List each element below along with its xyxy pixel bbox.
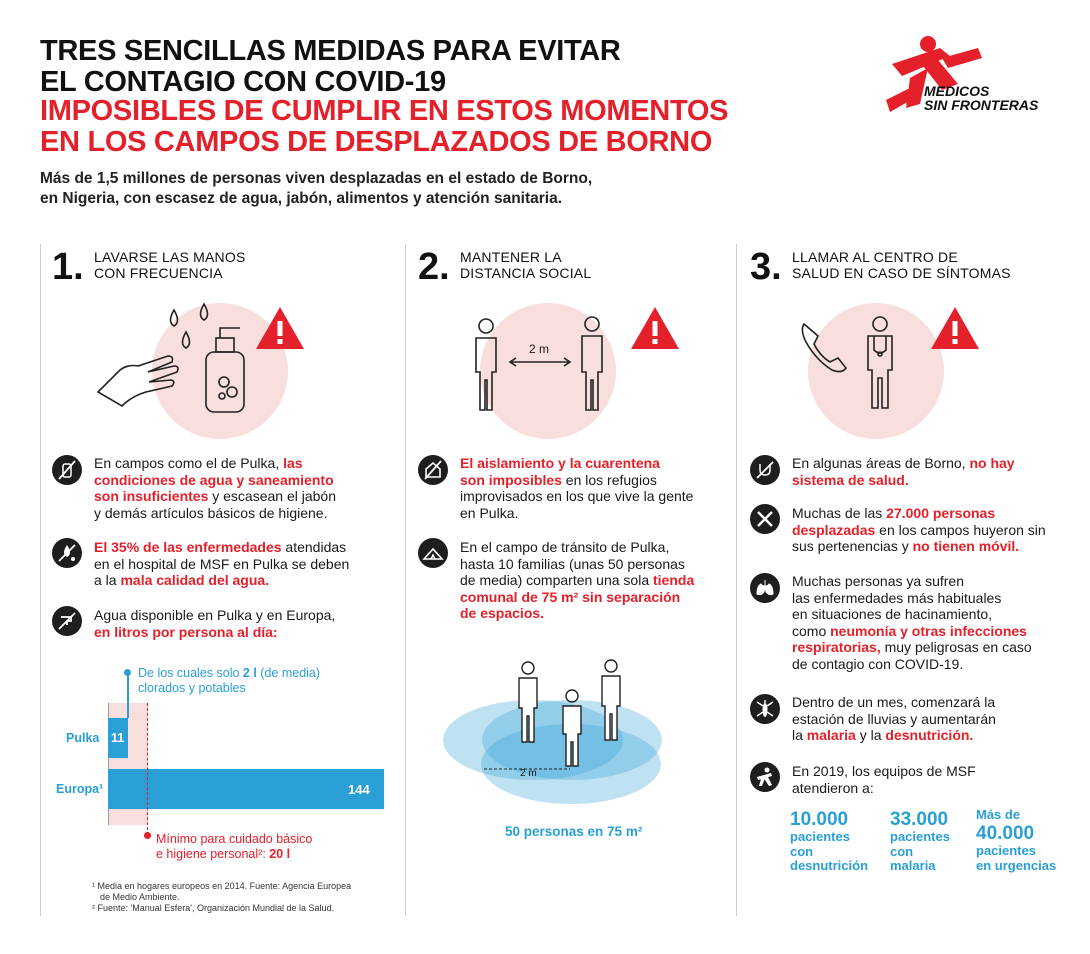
potable-dot — [124, 669, 131, 676]
col3-bullet3-text: Muchas personas ya sufren las enfermedades más habituales en situaciones de hacinamiento, como neumonía y otras infecciones respiratorias, muy peligrosas en caso de contagio con COVID-19. — [792, 573, 1032, 672]
col3-bullet1-text: En algunas áreas de Borno, no hay sistema de salud. — [792, 455, 1015, 488]
label-europa: Europa¹ — [56, 782, 104, 796]
dirty-water-icon — [52, 538, 82, 568]
no-water-tap-icon — [52, 606, 82, 636]
value-pulka: 11 — [111, 731, 125, 745]
stat-malnutrition-label: pacientes con desnutrición — [790, 829, 869, 873]
phone-doctor-icon — [796, 314, 906, 414]
col3-bullet2-text: Muchas de las 27.000 personas desplazadas en los campos huyeron sin sus pertenencias y no tienen móvil. — [792, 505, 1046, 554]
no-phone-icon — [750, 504, 780, 534]
handwash-icon — [94, 300, 254, 420]
bar-europa — [108, 769, 384, 809]
subtitle: Más de 1,5 millones de personas viven desplazadas en el estado de Borno, en Nigeria, con escasez de agua, jabón, alimentos y atención sanitaria. — [40, 170, 593, 207]
soap-icon — [52, 455, 82, 485]
stat-malaria-number: 33.000 — [890, 809, 949, 830]
shelter-icon — [418, 455, 448, 485]
col2-title: MANTENER LA DISTANCIA SOCIAL — [460, 249, 592, 281]
col1-number: 1. — [52, 246, 84, 288]
col3-title: LLAMAR AL CENTRO DE SALUD EN CASO DE SÍNTOMAS — [792, 249, 1011, 281]
crowd-diagram — [440, 652, 666, 806]
title-red: IMPOSIBLES DE CUMPLIR EN ESTOS MOMENTOS EN LOS CAMPOS DE DESPLAZADOS DE BORNO — [40, 95, 729, 158]
tent-icon — [418, 538, 448, 568]
potable-note: De los cuales solo 2 l (de media) clorados y potables — [138, 666, 321, 695]
col2-number: 2. — [418, 246, 450, 288]
footnotes: ¹ Media en hogares europeos en 2014. Fuente: Agencia Europea de Medio Ambiente. ² Fuente: 'Manual Esfera', Organización Mundial de la Salud. — [92, 881, 352, 913]
col1-bullet3-text: Agua disponible en Pulka y en Europa, en litros por persona al día: — [94, 607, 336, 640]
mosquito-icon — [750, 694, 780, 724]
minimum-dot — [144, 832, 151, 839]
potable-line — [127, 672, 129, 718]
col3-bullet4-text: Dentro de un mes, comenzará la estación de lluvias y aumentarán la malaria y la desnutrición. — [792, 694, 996, 743]
stat-malaria-label: pacientes con malaria — [890, 829, 950, 873]
crowd-caption: 50 personas en 75 m² — [505, 824, 643, 839]
col1-title: LAVARSE LAS MANOS CON FRECUENCIA — [94, 249, 246, 281]
stat-emergency-label: pacientes en urgencias — [976, 843, 1057, 873]
minimum-note: Mínimo para cuidado básico e higiene personal²: 20 l — [156, 832, 313, 861]
value-europa: 144 — [348, 782, 370, 797]
msf-team-icon — [750, 762, 780, 792]
stat-emergency-pre: Más de — [976, 807, 1021, 822]
minimum-line — [147, 703, 148, 835]
column-divider-1 — [405, 244, 406, 916]
warning-icon-3 — [930, 306, 980, 350]
title-black: TRES SENCILLAS MEDIDAS PARA EVITAR EL CONTAGIO CON COVID-19 — [40, 35, 621, 98]
social-distance-icon — [464, 314, 614, 414]
col3-number: 3. — [750, 246, 782, 288]
warning-icon-2 — [630, 306, 680, 350]
col1-bullet2-text: El 35% de las enfermedades atendidas en el hospital de MSF en Pulka se deben a la mala calidad del agua. — [94, 539, 350, 588]
no-health-icon — [750, 455, 780, 485]
col1-bullet1-text: En campos como el de Pulka, las condiciones de agua y saneamiento son insuficientes y escasean el jabón y demás artículos básicos de higiene. — [94, 455, 336, 521]
col2-bullet1-text: El aislamiento y la cuarentena son imposibles en los refugios improvisados en los que vive la gente en Pulka. — [460, 455, 694, 521]
stat-emergency-number: 40.000 — [976, 823, 1035, 844]
stat-malnutrition-number: 10.000 — [790, 809, 849, 830]
lungs-icon — [750, 573, 780, 603]
column-divider-left — [40, 244, 41, 916]
warning-icon — [255, 306, 305, 350]
msf-logo: MEDICOS SIN FRONTERAS — [880, 34, 1060, 124]
distance-label: 2 m — [529, 342, 550, 356]
col3-bullet5-text: En 2019, los equipos de MSF atendieron a: — [792, 763, 976, 796]
diagram-distance-label: 2 m — [520, 768, 537, 779]
column-divider-2 — [736, 244, 737, 916]
col2-bullet2-text: En el campo de tránsito de Pulka, hasta 10 familias (unas 50 personas de media) comparten una sola tienda comunal de 75 m² sin separación de espacios. — [460, 539, 695, 621]
label-pulka: Pulka — [66, 731, 100, 745]
